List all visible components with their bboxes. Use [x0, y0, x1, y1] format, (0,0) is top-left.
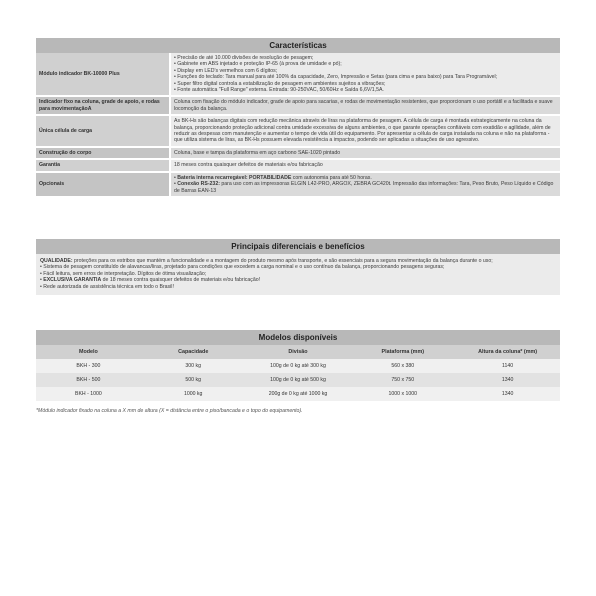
column-header: Altura da coluna* (mm) [455, 345, 560, 359]
spec-label: Módulo indicador BK-10000 Plus [36, 53, 170, 96]
table-cell: 1140 [455, 359, 560, 373]
table-cell: 560 x 380 [350, 359, 455, 373]
characteristics-table [36, 53, 560, 198]
table-row [36, 359, 560, 373]
column-header: Plataforma (mm) [350, 345, 455, 359]
differentials-body [36, 254, 560, 295]
spec-value: As BK-Hs são balanças digitais com redução mecânica através de liras na plataforma de pesagem. A célula de carga é montada estrategicamente na coluna da balança, proporcionando proteção adicional contra umidade excessiva de alguns ambientes, o que garante operações confiáveis com exatidão e agilidade, além de reduzir as despesas com manutenção e aumentar o tempo de vida útil do equipamento. Por apresentar a célula de carga instalada na coluna e não na plataforma - que utiliza sistema de liras, as BK-Hs possuem elevada resistência a impactos, podendo ser aplicadas a situações de uso agressivo. [170, 115, 560, 147]
spec-label: Construção do corpo [36, 147, 170, 159]
spec-value: 18 meses contra quaisquer defeitos de materiais e/ou fabricação [170, 159, 560, 171]
table-cell: 300 kg [141, 359, 246, 373]
table-cell: 100g de 0 kg até 300 kg [246, 359, 351, 373]
spec-value: Coluna, base e tampa da plataforma em aço carbono SAE-1020 pintado [170, 147, 560, 159]
table-cell: BKH - 500 [36, 373, 141, 387]
warranty-bold: EXCLUSIVA GARANTIA [43, 277, 102, 284]
models-title: Modelos disponíveis [36, 330, 560, 345]
spec-value: Coluna com fixação do módulo indicador, grade de apoio para sacarias, e rodas de movimentação resistentes, que proporcionam o uso portátil e a facilitada e suave locomoção da balança. [170, 96, 560, 115]
column-header: Divisão [246, 345, 351, 359]
spec-label: Garantia [36, 159, 170, 171]
table-cell: 1000 kg [141, 387, 246, 401]
spec-label: Indicador fixo na coluna, grade de apoio, e rodas para movimentaçãoA [36, 96, 170, 115]
spec-bullet: • Precisão de até 10.000 divisões de resolução de pesagem; [174, 55, 557, 61]
table-cell: 1340 [455, 387, 560, 401]
differential-item: • Rede autorizada de assistência técnica em todo o Brasil! [40, 284, 556, 290]
option-text: para uso com as impressoras ELGIN L42-PRO, ARGOX, ZEBRA GC420t. Impressão das informações: Tara, Peso Bruto, Peso Líquido e Código de Barras EAN-13 [174, 181, 554, 194]
table-row [36, 387, 560, 401]
spec-row [36, 96, 560, 115]
spec-row [36, 53, 560, 96]
models-header-row [36, 345, 560, 359]
spec-row [36, 159, 560, 171]
spec-row [36, 147, 560, 159]
spec-bullet: • Funções do teclado: Tara manual para até 100% da capacidade, Zero, Impressão e Setas (para cima e para baixo) para Tara Programável; [174, 74, 557, 80]
differential-item: • Fácil leitura, sem erros de interpretação. Dígitos de ótima visualização; [40, 271, 556, 277]
quality-text: proteções para os estribos que mantém a funcionalidade e a montagem do produto mesmo após transporte, e são essenciais para a segura movimentação da balança durante o uso; [72, 257, 493, 264]
column-header: Modelo [36, 345, 141, 359]
warranty-text: de 18 meses contra quaisquer defeitos de materiais e/ou fabricação! [101, 277, 261, 284]
table-cell: BKH - 300 [36, 359, 141, 373]
spec-bullet: • Fonte automática "Full Range" externa. Entrada: 90-250VAC, 50/60Hz e Saída 6,6V/1,5A. [174, 87, 557, 93]
table-cell: BKH - 1000 [36, 387, 141, 401]
table-cell: 1340 [455, 373, 560, 387]
table-cell: 500 kg [141, 373, 246, 387]
table-cell: 750 x 750 [350, 373, 455, 387]
spec-value [170, 172, 560, 197]
spec-value [170, 53, 560, 96]
option-text: com autonomia para até 50 horas. [291, 174, 372, 181]
differentials-title: Principais diferenciais e benefícios [36, 239, 560, 254]
spec-bullet: • Super filtro digital controla a estabilização de pesagem em ambientes sujeitos a vibrações; [174, 81, 557, 87]
column-header: Capacidade [141, 345, 246, 359]
quality-bold: QUALIDADE: [40, 257, 73, 264]
characteristics-title: Características [36, 38, 560, 53]
differential-item: • Sistema de pesagem constituído de alavancas/liras, projetado para condições que excedem a carga nominal e o uso contínuo da balança, proporcionando pesagens seguras; [40, 264, 556, 270]
table-cell: 100g de 0 kg até 500 kg [246, 373, 351, 387]
table-cell: 200g de 0 kg até 1000 kg [246, 387, 351, 401]
footnote: *Módulo indicador fixado na coluna a X mm de altura (X = distância entre o piso/bancada e o topo do equipamento). [36, 407, 303, 414]
option-bold: Conexão RS-232: [177, 181, 220, 188]
spec-row [36, 172, 560, 197]
table-row [36, 373, 560, 387]
spec-bullet [174, 181, 557, 194]
spec-row [36, 115, 560, 147]
models-table [36, 345, 560, 401]
option-bold: Bateria interna recarregável: PORTABILIDADE [177, 174, 292, 181]
spec-label: Opcionais [36, 172, 170, 197]
spec-sheet [36, 38, 560, 414]
spec-bullet: • Display em LED's vermelhos com 6 dígitos; [174, 68, 557, 74]
table-cell: 1000 x 1000 [350, 387, 455, 401]
spec-bullet: • Gabinete em ABS injetado e proteção IP-65 (à prova de umidade e pó); [174, 61, 557, 67]
spec-label: Única célula de carga [36, 115, 170, 147]
